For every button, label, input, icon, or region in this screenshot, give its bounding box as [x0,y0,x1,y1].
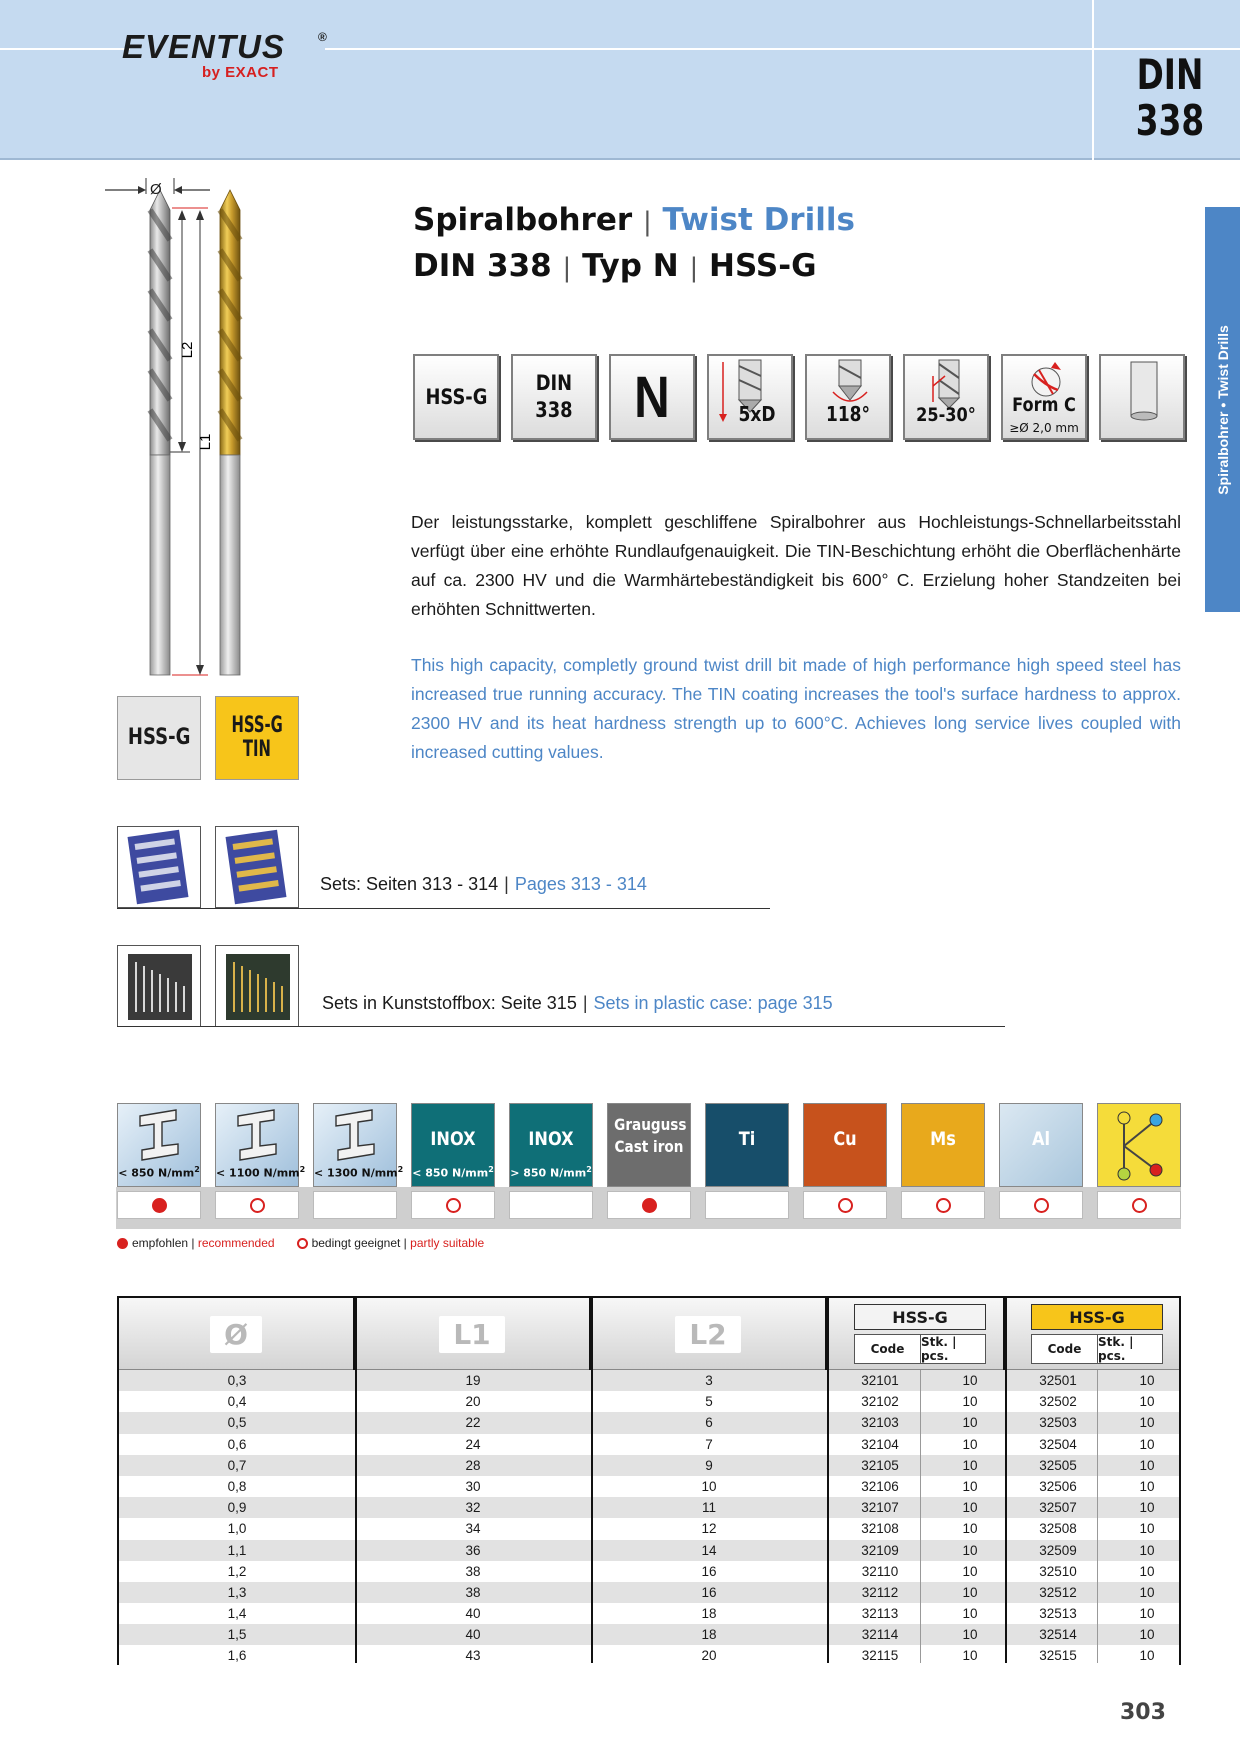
description-en: This high capacity, completly ground twist drill bit made of high performance high speed steel has increased true running accuracy. The TIN coating increases the tool's surface hardness to approx. 2300 HV and its heat hardness strength up to 600°C. Achieves long service lives coupled with increased cutting values. [411,655,1181,762]
table-cell: 20 [701,1648,717,1664]
steel-beam-icon [314,1104,398,1164]
table-body [119,1370,1179,1667]
table-cell: 1,0 [227,1521,247,1537]
l2-dimension [170,210,190,452]
col-l1 [355,1298,591,1370]
table-cell: 1,1 [227,1542,247,1558]
table-cell: 28 [465,1457,481,1473]
table-cell: 18 [701,1627,717,1643]
table-cell: 32512 [1039,1584,1077,1600]
table-cell: 0,5 [227,1415,247,1431]
group-hss-g-label: HSS-G [854,1304,986,1330]
hss-g-badge [117,696,201,780]
eventus-logo [122,28,327,86]
table-cell: 0,9 [227,1500,247,1516]
table-cell: 10 [1139,1394,1155,1410]
table-row [119,1391,1179,1412]
table-cell: 10 [1139,1563,1155,1579]
partly-suitable-ring-icon [838,1198,853,1213]
page-number: 303 [1120,1700,1166,1725]
table-cell: 10 [1139,1500,1155,1516]
material-strength: < 850 $N/mm^2$ [412,1165,494,1180]
table-row [119,1582,1179,1603]
material-name: Ms [930,1128,956,1150]
suitability-cell [803,1191,887,1219]
badge-label: HSS-G [127,725,191,750]
table-cell: 24 [465,1436,481,1452]
table-cell: 32108 [861,1521,899,1537]
table-cell: 10 [701,1478,717,1494]
feature-label: 118° [826,402,870,426]
table-cell: 18 [701,1606,717,1622]
side-tab-label: Spiralbohrer • Twist Drills [1214,324,1231,495]
logo-sub: by EXACT [202,64,279,81]
title-type: Typ N [582,248,679,284]
feature-cylindrical-shank [1099,354,1185,440]
table-cell: 36 [465,1542,481,1558]
product-title-line1 [413,202,855,238]
legend-recommended-en: recommended [197,1236,275,1250]
steel-beam-icon [216,1104,300,1164]
partly-suitable-ring-icon [936,1198,951,1213]
col-divider [1005,1298,1007,1663]
table-cell: 32515 [1039,1648,1077,1664]
table-cell: 32106 [861,1478,899,1494]
suitability-cell [215,1191,299,1219]
table-cell: 0,3 [227,1373,247,1388]
table-cell: 10 [962,1478,978,1494]
suitability-legend [117,1236,484,1250]
col-divider [591,1298,593,1663]
section-side-tab [1205,207,1240,612]
table-cell: 10 [1139,1648,1155,1664]
helix-angle-icon [905,356,991,442]
table-cell: 16 [701,1563,717,1579]
table-cell: 10 [1139,1542,1155,1558]
diameter-label: Ø [150,181,162,198]
material-strength: < 850 $N/mm^2$ [118,1165,200,1180]
table-header [119,1298,1179,1370]
table-cell: 32504 [1039,1436,1077,1452]
table-cell: 0,7 [227,1457,247,1473]
table-row [119,1603,1179,1624]
feature-type-n [609,354,695,440]
table-row [119,1540,1179,1561]
legend-sep: | [403,1236,407,1250]
badge-line1: HSS-G [231,713,283,738]
din-heading-line1: DIN [1136,50,1204,99]
table-cell: 10 [1139,1606,1155,1622]
table-cell: 32105 [861,1457,899,1473]
material-name: Ti [738,1128,756,1150]
table-cell: 5 [705,1394,713,1410]
table-cell: 1,2 [227,1563,247,1579]
title-separator: | [642,207,652,237]
table-row [119,1434,1179,1455]
table-cell: 32103 [861,1415,899,1431]
table-cell: 10 [962,1648,978,1664]
l1-label: L1 [197,433,214,451]
col-diameter [119,1298,355,1370]
table-cell: 3 [705,1373,713,1388]
sets-de: Sets in Kunststoffbox: Seite 315 [322,993,577,1013]
feature-5xd [707,354,793,440]
feature-sub-label: ≥Ø 2,0 mm [1009,421,1079,435]
table-row [119,1370,1179,1391]
table-row [119,1518,1179,1539]
legend-partly-en: partly suitable [410,1236,485,1250]
table-cell: 10 [1139,1584,1155,1600]
table-cell: 10 [1139,1521,1155,1537]
set-rule [117,1026,1005,1027]
material-10 [1097,1103,1181,1187]
badge-label [226,714,289,762]
material-0 [117,1103,201,1187]
suitability-cell [901,1191,985,1219]
drill-depth-icon [709,356,795,442]
material-7 [803,1103,887,1187]
set-case-thumbnail-blue [117,826,201,908]
material-name: Al [1031,1128,1051,1150]
table-cell: 10 [962,1415,978,1431]
table-cell: 32104 [861,1436,899,1452]
page-header [0,0,1240,160]
sets-de: Sets: Seiten 313 - 314 [320,874,499,894]
material-name: Cu [833,1128,857,1150]
title-en: Twist Drills [662,202,855,238]
table-cell: 6 [705,1415,713,1431]
table-cell: 1,6 [227,1648,247,1664]
title-din: DIN 338 [413,248,552,284]
material-9 [999,1103,1083,1187]
table-cell: 14 [701,1542,717,1558]
partly-suitable-ring-icon [1132,1198,1147,1213]
suitability-cell [607,1191,691,1219]
suitability-cell [509,1191,593,1219]
table-cell: 19 [465,1373,481,1388]
col-pcs-label: Stk. | pcs. [1097,1334,1163,1364]
hss-g-tin-badge [215,696,299,780]
hss-g-tin-drill [220,190,240,675]
feature-line2: 338 [535,398,573,422]
col-divider-thin [1097,1370,1098,1663]
partly-suitable-ring-icon [250,1198,265,1213]
table-cell: 20 [465,1394,481,1410]
table-cell: 0,4 [227,1394,247,1410]
group-hss-g-tin-label: HSS-G [1031,1304,1163,1330]
table-cell: 10 [1139,1415,1155,1431]
suitability-cell [999,1191,1083,1219]
table-cell: 12 [701,1521,717,1537]
col-divider [355,1298,357,1663]
din-heading-line2: 338 [1135,96,1205,145]
table-cell: 10 [962,1606,978,1622]
table-cell: 32107 [861,1500,899,1516]
title-material: HSS-G [709,248,817,284]
table-row [119,1497,1179,1518]
table-cell: 32101 [861,1373,899,1388]
l2-label: L2 [179,341,196,359]
steel-beam-icon [118,1104,202,1164]
material-3 [411,1103,495,1187]
partly-suitable-ring-icon [446,1198,461,1213]
table-cell: 32507 [1039,1500,1077,1516]
legend-partly-de: bedingt geeignet [311,1236,401,1250]
table-cell: 11 [701,1500,716,1516]
title-separator: | [689,253,699,283]
material-1 [215,1103,306,1187]
table-row [119,1455,1179,1476]
table-cell: 32114 [861,1627,899,1643]
table-cell: 32109 [861,1542,899,1558]
col-diameter-label: Ø [210,1316,262,1353]
table-cell: 40 [465,1606,481,1622]
table-cell: 32501 [1039,1373,1077,1388]
material-4 [509,1103,593,1187]
table-cell: 32508 [1039,1521,1077,1537]
table-cell: 32115 [861,1648,899,1664]
suitability-cell [705,1191,789,1219]
set-case-thumbnail-blue-tin [215,826,299,908]
table-cell: 38 [465,1563,481,1579]
point-angle-icon [807,356,893,442]
table-cell: 22 [465,1415,481,1431]
table-row [119,1624,1179,1645]
material-2 [313,1103,404,1187]
table-cell: 32113 [861,1606,899,1622]
table-cell: 1,4 [227,1606,247,1622]
table-cell: 32 [465,1500,481,1516]
hss-g-drill [150,190,170,675]
table-cell: 10 [1139,1436,1155,1452]
col-code-label: Code [854,1334,921,1364]
table-cell: 32110 [861,1563,899,1579]
table-cell: 32505 [1039,1457,1077,1473]
feature-label: HSS-G [425,385,487,409]
dimension-table [117,1296,1181,1665]
table-cell: 32510 [1039,1563,1077,1579]
table-cell: 38 [465,1584,481,1600]
material-strength: > 850 $N/mm^2$ [510,1165,592,1180]
logo-registered-mark: ® [318,30,327,44]
col-l2-label: L2 [675,1316,740,1353]
table-cell: 32502 [1039,1394,1077,1410]
table-cell: 10 [962,1627,978,1643]
legend-sep: | [191,1236,195,1250]
recommended-dot-icon [117,1238,128,1249]
feature-point-angle [805,354,891,440]
table-cell: 10 [962,1521,978,1537]
material-5 [607,1103,691,1187]
table-cell: 32503 [1039,1415,1077,1431]
din-number-heading [1131,52,1209,144]
table-cell: 10 [962,1394,978,1410]
header-rule [0,48,130,50]
description-de: Der leistungsstarke, komplett geschliffene Spiralbohrer aus Hochleistungs-Schnellarbeitsstahl verfügt über eine erhöhte Rundlaufgenauigkeit. Die TIN-Beschichtung erhöht die Oberflächenhärte auf ca. 2300 HV und die Warmhärtebeständigkeit bis 600° C. Erzielung hoher Standzeiten bei erhöhten Schnittwerten. [411,512,1181,619]
table-cell: 10 [962,1584,978,1600]
sets-pages-link[interactable]: Sets: Seiten 313 - 314 | Pages 313 - 314 [320,874,647,894]
table-cell: 43 [465,1648,481,1664]
material-name: INOX [430,1128,476,1150]
logo-brand: EVENTUS [122,28,285,65]
table-row [119,1561,1179,1582]
table-cell: 40 [465,1627,481,1643]
feature-hss-g [413,354,499,440]
suitability-cell [411,1191,495,1219]
table-cell: 1,5 [227,1627,247,1643]
partly-suitable-ring-icon [1034,1198,1049,1213]
table-row [119,1645,1179,1666]
material-name: Grauguss Cast iron [614,1115,687,1156]
feature-line1: DIN [535,371,573,395]
table-cell: 1,3 [227,1584,247,1600]
table-cell: 0,6 [227,1436,247,1452]
sets-en: Sets in plastic case: page 315 [593,993,833,1013]
table-cell: 10 [1139,1457,1155,1473]
table-cell: 10 [962,1542,978,1558]
table-cell: 10 [962,1436,978,1452]
material-strength: < 1100 $N/mm^2$ [216,1165,306,1180]
table-cell: 16 [701,1584,717,1600]
partly-suitable-ring-icon [297,1238,308,1249]
table-cell: 7 [705,1436,713,1452]
plastic-case-thumbnail-tin [215,945,299,1027]
col-divider-thin [920,1370,921,1663]
table-cell: 9 [705,1457,713,1473]
col-l1-label: L1 [439,1316,504,1353]
feature-din-338 [511,354,597,440]
table-cell: 10 [1139,1627,1155,1643]
table-cell: 10 [962,1457,978,1473]
suitability-cell [117,1191,201,1219]
table-cell: 10 [1139,1373,1155,1388]
material-name: INOX [528,1128,574,1150]
recommended-dot-icon [642,1198,657,1213]
recommended-dot-icon [152,1198,167,1213]
feature-form-c [1001,354,1087,440]
table-cell: 32112 [861,1584,899,1600]
badge-line2: TIN [243,737,271,762]
sets-plastic-case-link[interactable]: Sets in Kunststoffbox: Seite 315 | Sets in plastic case: page 315 [322,993,833,1013]
product-title-line2 [413,248,817,284]
col-code-label: Code [1031,1334,1098,1364]
table-cell: 32514 [1039,1627,1077,1643]
feature-label: Form C [1012,394,1076,416]
table-cell: 10 [962,1500,978,1516]
table-cell: 10 [1139,1478,1155,1494]
material-strength: < 1300 $N/mm^2$ [314,1165,404,1180]
title-separator: | [562,253,572,283]
table-row [119,1412,1179,1433]
suitability-cell [313,1191,397,1219]
material-8 [901,1103,985,1187]
material-6 [705,1103,789,1187]
table-cell: 10 [962,1563,978,1579]
table-cell: 32102 [861,1394,899,1410]
table-row [119,1476,1179,1497]
plastic-icon [1098,1104,1182,1188]
feature-label: 5xD [738,402,776,426]
table-cell: 0,8 [227,1478,247,1494]
feature-helix-angle [903,354,989,440]
feature-label: 25-30° [916,404,976,426]
col-pcs-label: Stk. | pcs. [920,1334,986,1364]
suitability-cell [1097,1191,1181,1219]
set-rule [117,908,770,909]
legend-recommended-de: empfohlen [132,1236,189,1250]
sets-en: Pages 313 - 314 [514,874,647,894]
table-cell: 10 [962,1373,978,1388]
col-divider [827,1298,829,1663]
header-rule [325,48,1092,50]
twist-drill-illustration [100,170,320,685]
feature-label: N [634,364,670,430]
table-cell: 34 [465,1521,481,1537]
table-cell: 32506 [1039,1478,1077,1494]
header-divider [1092,0,1094,160]
table-cell: 32513 [1039,1606,1077,1622]
title-de: Spiralbohrer [413,202,633,238]
table-cell: 30 [465,1478,481,1494]
table-cell: 32509 [1039,1542,1077,1558]
col-l2 [591,1298,827,1370]
plastic-case-thumbnail [117,945,201,1027]
cylindrical-shank-icon [1101,356,1187,442]
